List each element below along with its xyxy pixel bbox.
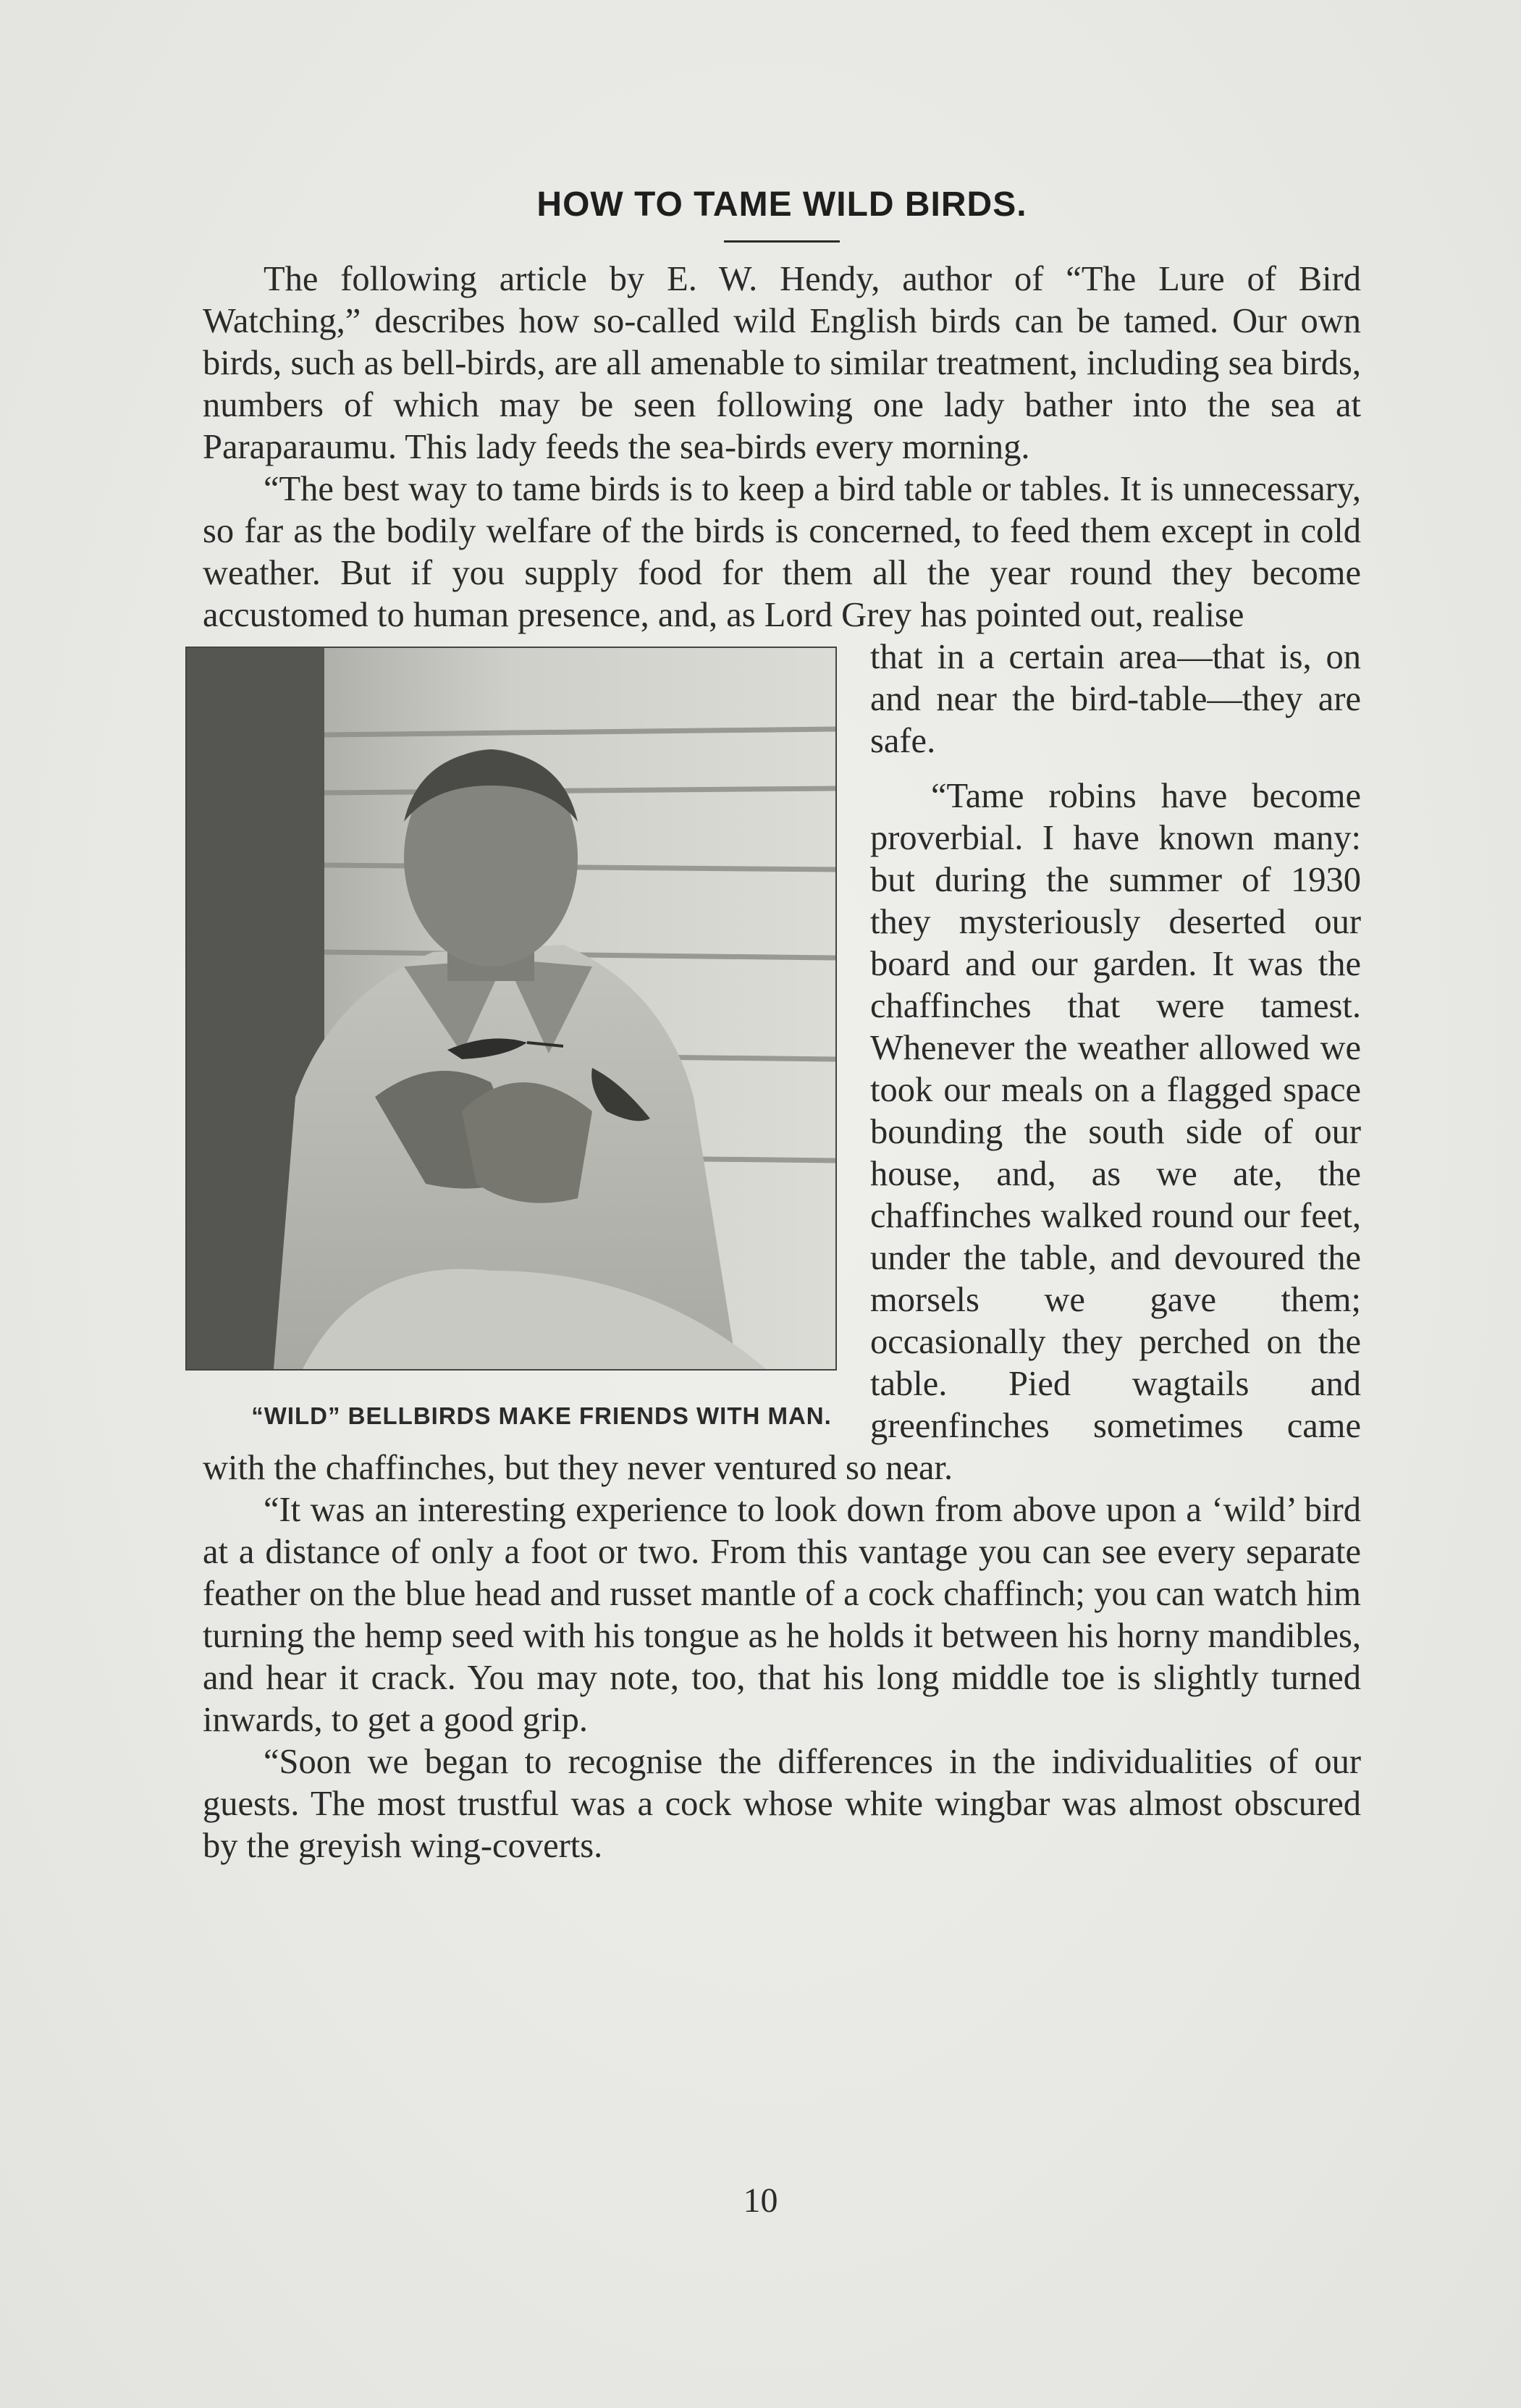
- article-paragraph-4: “It was an interesting experience to look down from above upon a ‘wild’ bird at a distance of only a foot or two. From this vantage you can see every separate feather on the blue head and russet mantle of a cock chaffinch; you can watch him turning the hemp seed with his tongue as he holds it between his horny mandibles, and hear it crack. You may note, too, that his long middle toe is slightly turned inwards, to get a good grip.: [203, 1491, 1361, 1739]
- photo-man-with-bellbirds: [185, 647, 837, 1371]
- article-paragraph-2-continued: that in a certain area—that is, on and near the bird-table—they are safe.: [870, 638, 1361, 760]
- photo-caption: “WILD” BELLBIRDS MAKE FRIENDS WITH MAN.: [251, 1402, 832, 1429]
- photo-illustration: [187, 648, 835, 1369]
- title-rule: [724, 240, 840, 243]
- article: [203, 185, 1361, 1867]
- article-paragraph-3: “Tame robins have become proverbial. I have known many: but during the summer of 1930 they mysteriously deserted our board and our garden. It was the chaffinches that were tamest. Whenever the weather allowed we took our meals on a flagged space bounding the south side of our house, and, as we ate, the chaffinches walked round our feet, under the table, and devoured the morsels we gave them; occasionally they perched on the table. Pied wagtails and greenfinches sometimes came with the chaffinches, but they never ventured so near.: [203, 777, 1361, 1487]
- article-paragraph-1: The following article by E. W. Hendy, author of “The Lure of Bird Watching,” describes how so-called wild English birds can be tamed. Our own birds, such as bell-birds, are all amenable to similar treatment, including sea birds, numbers of which may be seen following one lady bather into the sea at Paraparaumu. This lady feeds the sea-birds every morning.: [203, 260, 1361, 466]
- photo-figure: [185, 647, 837, 1431]
- article-title: HOW TO TAME WILD BIRDS.: [536, 185, 1027, 224]
- article-paragraph-2-text: “The best way to tame birds is to keep a bird table or tables. It is unnecessary, so far as the bodily welfare of the birds is concerned, to feed them except in cold weather. But if you supply food for them all the year round they become accustomed to human presence, and, as Lord Grey has pointed out, realise: [203, 470, 1361, 634]
- page-number: 10: [743, 2181, 778, 2220]
- article-paragraph-5: “Soon we began to recognise the differences in the individualities of our guests. The most trustful was a cock whose white wingbar was almost obscured by the greyish wing-coverts.: [203, 1743, 1361, 1865]
